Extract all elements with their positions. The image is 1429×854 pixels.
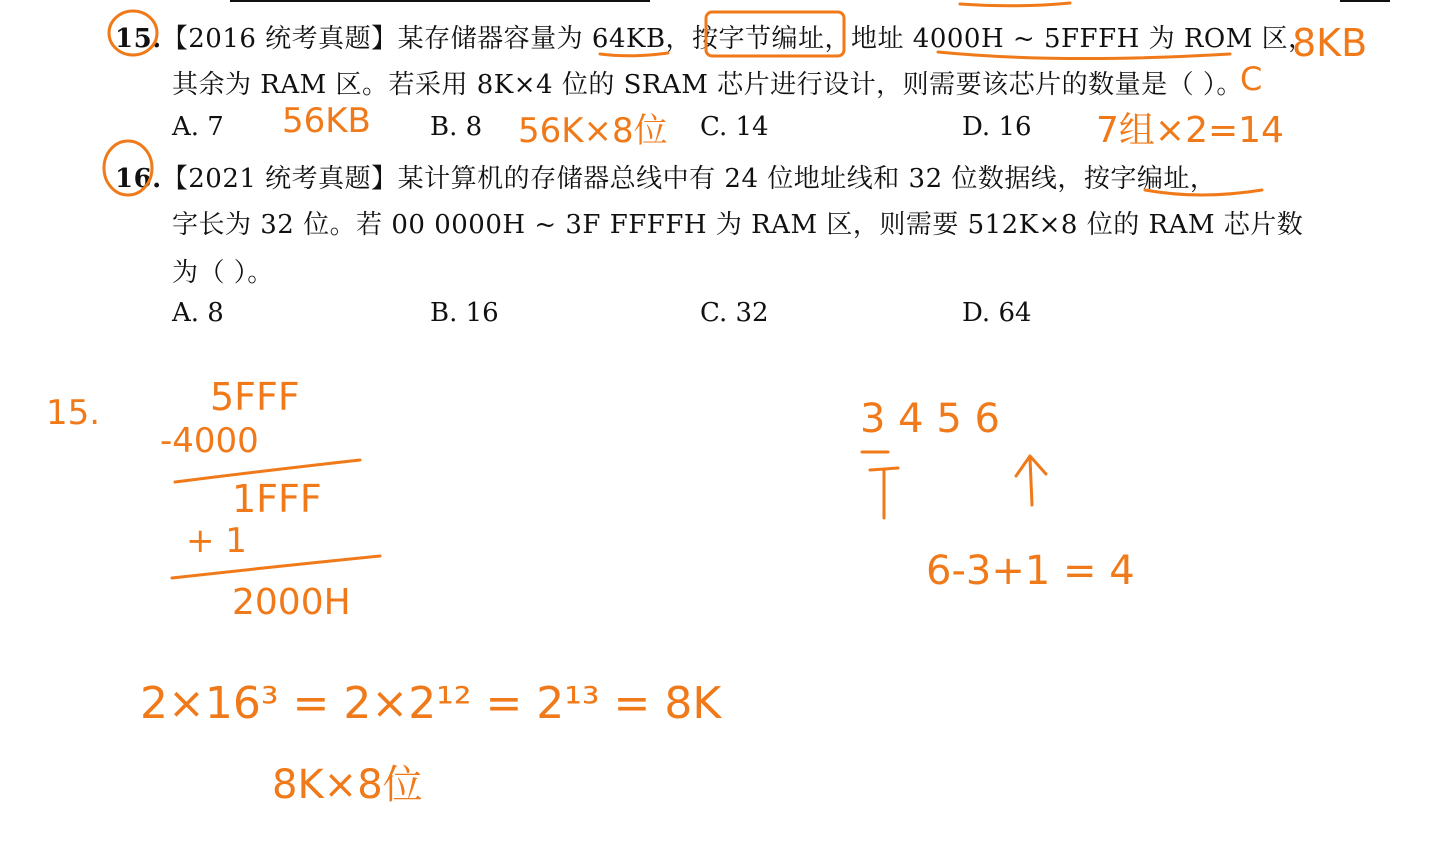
q16-option-c: C. 32 xyxy=(700,298,769,328)
work-label: 15. xyxy=(46,393,101,433)
q15-size-note: 8KB xyxy=(1292,21,1368,65)
q15-byte-addressing-box xyxy=(706,12,844,56)
q16-text-3: 为（ ）。 xyxy=(172,258,274,288)
q16-text-2: 字长为 32 位。若 00 0000H ~ 3F FFFFH 为 RAM 区，则需要 512K×8 位的 RAM 芯片数 xyxy=(172,210,1304,240)
q15-d-note: 7组×2=14 xyxy=(1096,110,1284,151)
q15-option-b: B. 8 xyxy=(430,112,483,142)
q16-text-1: 【2021 统考真题】某计算机的存储器总线中有 24 位地址线和 32 位数据线，按字编址， xyxy=(161,164,1217,194)
q15-text-1: 【2016 统考真题】某存储器容量为 64KB，按字节编址，地址 4000H ~ 5FFFH 为 ROM 区， xyxy=(161,24,1315,54)
sub-top: 5FFF xyxy=(210,375,300,419)
sub-bottom: -4000 xyxy=(160,421,259,461)
sub-result: 1FFF xyxy=(232,477,322,521)
arrow-under-6 xyxy=(1016,456,1046,505)
q15-capacity-underline xyxy=(600,53,668,56)
q15-b-note: 56K×8位 xyxy=(518,111,668,151)
q15-text-2: 其余为 RAM 区。若采用 8K×4 位的 SRAM 芯片进行设计，则需要该芯片的数量是（ ）。 xyxy=(172,70,1243,100)
q15-option-d: D. 16 xyxy=(962,112,1032,142)
q15-top-overline xyxy=(960,3,1070,6)
chip-spec: 8K×8位 xyxy=(272,762,423,808)
count-equation: 6-3+1 = 4 xyxy=(926,548,1135,594)
q15-answer-mark: C xyxy=(1240,60,1263,98)
q15-number: 15. xyxy=(115,24,162,54)
power-equation: 2×16³ = 2×2¹² = 2¹³ = 8K xyxy=(140,678,722,729)
q15-option-a: A. 7 xyxy=(172,112,224,142)
digit-sequence: 3 4 5 6 xyxy=(860,396,1000,442)
q16-number: 16. xyxy=(115,164,162,194)
add-result: 2000H xyxy=(232,582,351,623)
q15-range-underline xyxy=(938,52,1230,59)
q15-option-c: C. 14 xyxy=(700,112,769,142)
q16-number-circle xyxy=(104,141,152,195)
q15-number-circle xyxy=(109,11,157,55)
add-operand: + 1 xyxy=(186,521,247,561)
q15-a-note: 56KB xyxy=(282,101,371,141)
q16-option-b: B. 16 xyxy=(430,298,499,328)
q16-word-addressing-underline xyxy=(1145,190,1262,195)
q16-option-a: A. 8 xyxy=(172,298,224,328)
arrow-under-3 xyxy=(870,468,898,518)
q16-option-d: D. 64 xyxy=(962,298,1032,328)
